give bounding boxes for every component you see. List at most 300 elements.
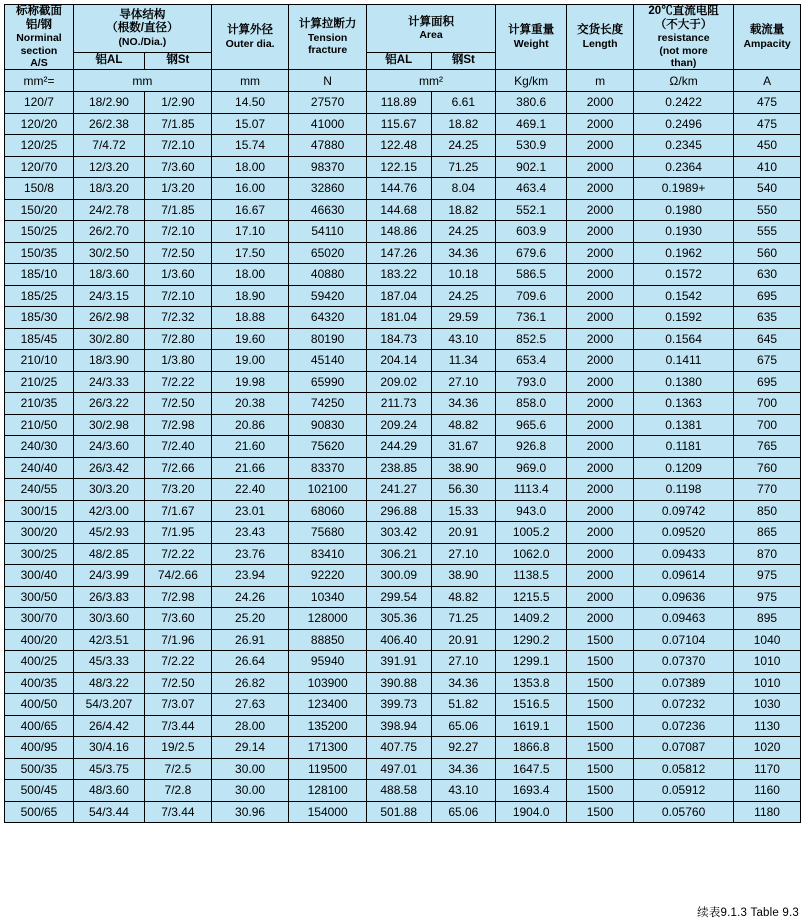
- header-conductor-st: 钢St: [145, 52, 212, 69]
- table-cell: 48/3.60: [73, 780, 144, 802]
- header-weight: 计算重量 Weight: [496, 5, 567, 70]
- table-cell: 2000: [567, 414, 634, 436]
- table-cell: 469.1: [496, 113, 567, 135]
- table-cell: 26/3.83: [73, 586, 144, 608]
- table-cell: 695: [734, 285, 801, 307]
- table-cell: 238.85: [366, 457, 431, 479]
- header-dc-resistance: 20℃直流电阻 （不大于） resistance (not more than): [633, 5, 733, 70]
- table-cell: 18.82: [431, 113, 496, 135]
- table-row: [5, 737, 801, 759]
- table-cell: 965.6: [496, 414, 567, 436]
- table-cell: 407.75: [366, 737, 431, 759]
- table-cell: 736.1: [496, 307, 567, 329]
- table-row: [5, 285, 801, 307]
- table-cell: 48.82: [431, 586, 496, 608]
- table-cell: 204.14: [366, 350, 431, 372]
- table-cell: 2000: [567, 586, 634, 608]
- table-cell: 1170: [734, 758, 801, 780]
- table-cell: 1904.0: [496, 801, 567, 823]
- table-row: [5, 543, 801, 565]
- table-cell: 92220: [289, 565, 367, 587]
- table-cell: 30/2.50: [73, 242, 144, 264]
- table-cell: 969.0: [496, 457, 567, 479]
- table-cell: 300.09: [366, 565, 431, 587]
- table-cell: 34.36: [431, 393, 496, 415]
- table-cell: 0.1380: [633, 371, 733, 393]
- table-cell: 7/2.50: [145, 242, 212, 264]
- table-cell: 65.06: [431, 715, 496, 737]
- table-cell: 400/20: [5, 629, 74, 651]
- table-cell: 150/25: [5, 221, 74, 243]
- table-row: [5, 414, 801, 436]
- table-cell: 42/3.00: [73, 500, 144, 522]
- table-cell: 20.91: [431, 629, 496, 651]
- table-cell: 7/2.32: [145, 307, 212, 329]
- table-cell: 7/1.67: [145, 500, 212, 522]
- table-cell: 16.00: [211, 178, 289, 200]
- table-cell: 7/2.40: [145, 436, 212, 458]
- table-cell: 26.91: [211, 629, 289, 651]
- table-cell: 2000: [567, 436, 634, 458]
- table-cell: 0.07236: [633, 715, 733, 737]
- table-cell: 26/2.70: [73, 221, 144, 243]
- table-cell: 450: [734, 135, 801, 157]
- table-cell: 34.36: [431, 242, 496, 264]
- table-cell: 15.07: [211, 113, 289, 135]
- table-cell: 102100: [289, 479, 367, 501]
- table-cell: 240/40: [5, 457, 74, 479]
- table-row: [5, 629, 801, 651]
- table-cell: 2000: [567, 221, 634, 243]
- table-cell: 144.76: [366, 178, 431, 200]
- table-row: [5, 135, 801, 157]
- table-cell: 19/2.5: [145, 737, 212, 759]
- table-cell: 1500: [567, 672, 634, 694]
- table-cell: 793.0: [496, 371, 567, 393]
- table-cell: 181.04: [366, 307, 431, 329]
- table-cell: 475: [734, 92, 801, 114]
- table-cell: 46630: [289, 199, 367, 221]
- table-cell: 1020: [734, 737, 801, 759]
- table-cell: 28.00: [211, 715, 289, 737]
- table-cell: 400/35: [5, 672, 74, 694]
- table-cell: 48/3.22: [73, 672, 144, 694]
- table-row: [5, 436, 801, 458]
- table-row: [5, 500, 801, 522]
- table-cell: 645: [734, 328, 801, 350]
- table-cell: 7/2.10: [145, 285, 212, 307]
- table-cell: 400/95: [5, 737, 74, 759]
- table-cell: 488.58: [366, 780, 431, 802]
- table-cell: 306.21: [366, 543, 431, 565]
- table-cell: 150/35: [5, 242, 74, 264]
- table-cell: 119500: [289, 758, 367, 780]
- table-cell: 12/3.20: [73, 156, 144, 178]
- table-cell: 1/3.60: [145, 264, 212, 286]
- table-cell: 463.4: [496, 178, 567, 200]
- table-cell: 299.54: [366, 586, 431, 608]
- table-cell: 26/3.42: [73, 457, 144, 479]
- table-cell: 0.1209: [633, 457, 733, 479]
- table-cell: 2000: [567, 135, 634, 157]
- table-cell: 187.04: [366, 285, 431, 307]
- table-cell: 2000: [567, 565, 634, 587]
- table-cell: 303.42: [366, 522, 431, 544]
- table-cell: 54110: [289, 221, 367, 243]
- table-cell: 18.90: [211, 285, 289, 307]
- table-row: [5, 113, 801, 135]
- table-cell: 7/2.66: [145, 457, 212, 479]
- unit-outer-diameter: mm: [211, 70, 289, 92]
- table-cell: 75620: [289, 436, 367, 458]
- header-outer-diameter: 计算外径 Outer dia.: [211, 5, 289, 70]
- conductor-spec-table: [4, 4, 801, 823]
- table-row: [5, 178, 801, 200]
- table-cell: 185/45: [5, 328, 74, 350]
- table-cell: 0.07370: [633, 651, 733, 673]
- table-cell: 90830: [289, 414, 367, 436]
- table-row: [5, 715, 801, 737]
- header-nominal-section: 标称截面 铝/钢 Norminal section A/S: [5, 5, 74, 70]
- table-cell: 1353.8: [496, 672, 567, 694]
- table-cell: 26/2.38: [73, 113, 144, 135]
- table-cell: 410: [734, 156, 801, 178]
- table-row: [5, 586, 801, 608]
- table-cell: 0.2496: [633, 113, 733, 135]
- table-cell: 1500: [567, 651, 634, 673]
- table-cell: 120/20: [5, 113, 74, 135]
- table-cell: 65.06: [431, 801, 496, 823]
- table-cell: 679.6: [496, 242, 567, 264]
- table-cell: 147.26: [366, 242, 431, 264]
- table-cell: 38.90: [431, 565, 496, 587]
- table-cell: 120/7: [5, 92, 74, 114]
- table-cell: 24/2.78: [73, 199, 144, 221]
- table-cell: 0.1411: [633, 350, 733, 372]
- table-cell: 27.63: [211, 694, 289, 716]
- table-cell: 21.66: [211, 457, 289, 479]
- table-cell: 380.6: [496, 92, 567, 114]
- table-cell: 26/2.98: [73, 307, 144, 329]
- unit-weight: Kg/km: [496, 70, 567, 92]
- table-cell: 1290.2: [496, 629, 567, 651]
- table-cell: 390.88: [366, 672, 431, 694]
- table-cell: 144.68: [366, 199, 431, 221]
- table-cell: 1138.5: [496, 565, 567, 587]
- table-cell: 120/25: [5, 135, 74, 157]
- table-cell: 10340: [289, 586, 367, 608]
- table-cell: 540: [734, 178, 801, 200]
- table-cell: 42/3.51: [73, 629, 144, 651]
- table-cell: 27.10: [431, 651, 496, 673]
- table-cell: 23.01: [211, 500, 289, 522]
- table-cell: 7/2.98: [145, 586, 212, 608]
- table-cell: 1010: [734, 672, 801, 694]
- table-cell: 2000: [567, 92, 634, 114]
- table-cell: 18.82: [431, 199, 496, 221]
- table-cell: 709.6: [496, 285, 567, 307]
- table-cell: 27.10: [431, 371, 496, 393]
- table-cell: 500/45: [5, 780, 74, 802]
- table-cell: 1619.1: [496, 715, 567, 737]
- header-tension-fracture: 计算拉断力 Tension fracture: [289, 5, 367, 70]
- table-cell: 210/35: [5, 393, 74, 415]
- table-cell: 975: [734, 586, 801, 608]
- table-cell: 2000: [567, 543, 634, 565]
- table-cell: 40880: [289, 264, 367, 286]
- table-cell: 7/3.44: [145, 715, 212, 737]
- table-cell: 700: [734, 414, 801, 436]
- table-cell: 1005.2: [496, 522, 567, 544]
- table-cell: 0.1564: [633, 328, 733, 350]
- table-cell: 1409.2: [496, 608, 567, 630]
- table-cell: 398.94: [366, 715, 431, 737]
- table-cell: 30.96: [211, 801, 289, 823]
- table-cell: 71.25: [431, 156, 496, 178]
- table-cell: 1866.8: [496, 737, 567, 759]
- table-cell: 530.9: [496, 135, 567, 157]
- table-cell: 501.88: [366, 801, 431, 823]
- table-cell: 1500: [567, 737, 634, 759]
- table-cell: 241.27: [366, 479, 431, 501]
- table-cell: 23.94: [211, 565, 289, 587]
- table-cell: 47880: [289, 135, 367, 157]
- table-cell: 7/2.80: [145, 328, 212, 350]
- table-cell: 0.2364: [633, 156, 733, 178]
- table-cell: 24.25: [431, 221, 496, 243]
- table-header: [5, 5, 801, 92]
- table-cell: 603.9: [496, 221, 567, 243]
- table-cell: 154000: [289, 801, 367, 823]
- table-cell: 17.50: [211, 242, 289, 264]
- table-cell: 29.59: [431, 307, 496, 329]
- table-cell: 1010: [734, 651, 801, 673]
- table-cell: 240/55: [5, 479, 74, 501]
- table-cell: 497.01: [366, 758, 431, 780]
- table-cell: 0.09520: [633, 522, 733, 544]
- table-cell: 18/2.90: [73, 92, 144, 114]
- table-cell: 1180: [734, 801, 801, 823]
- table-cell: 926.8: [496, 436, 567, 458]
- table-cell: 65990: [289, 371, 367, 393]
- table-row: [5, 221, 801, 243]
- table-cell: 1299.1: [496, 651, 567, 673]
- table-cell: 209.24: [366, 414, 431, 436]
- table-cell: 43.10: [431, 328, 496, 350]
- table-cell: 2000: [567, 350, 634, 372]
- unit-nominal-section: mm²=: [5, 70, 74, 92]
- table-cell: 26.64: [211, 651, 289, 673]
- table-cell: 300/25: [5, 543, 74, 565]
- table-cell: 26.82: [211, 672, 289, 694]
- table-cell: 30/2.80: [73, 328, 144, 350]
- table-cell: 2000: [567, 479, 634, 501]
- table-row: [5, 242, 801, 264]
- table-cell: 7/1.85: [145, 199, 212, 221]
- table-cell: 95940: [289, 651, 367, 673]
- table-cell: 68060: [289, 500, 367, 522]
- table-cell: 11.34: [431, 350, 496, 372]
- table-cell: 0.07087: [633, 737, 733, 759]
- table-cell: 98370: [289, 156, 367, 178]
- table-cell: 296.88: [366, 500, 431, 522]
- table-cell: 24/3.33: [73, 371, 144, 393]
- table-cell: 18.00: [211, 156, 289, 178]
- table-cell: 210/50: [5, 414, 74, 436]
- unit-resistance: Ω/km: [633, 70, 733, 92]
- table-cell: 0.1198: [633, 479, 733, 501]
- table-cell: 7/2.5: [145, 758, 212, 780]
- table-cell: 7/2.22: [145, 651, 212, 673]
- table-cell: 2000: [567, 457, 634, 479]
- table-cell: 56.30: [431, 479, 496, 501]
- table-cell: 7/3.60: [145, 608, 212, 630]
- table-cell: 10.18: [431, 264, 496, 286]
- table-cell: 2000: [567, 500, 634, 522]
- table-cell: 1215.5: [496, 586, 567, 608]
- table-cell: 0.09636: [633, 586, 733, 608]
- table-cell: 0.1181: [633, 436, 733, 458]
- table-footnote: 续表9.1.3 Table 9.3: [697, 907, 799, 919]
- table-cell: 74250: [289, 393, 367, 415]
- table-cell: 24.26: [211, 586, 289, 608]
- table-cell: 399.73: [366, 694, 431, 716]
- table-cell: 500/65: [5, 801, 74, 823]
- table-cell: 2000: [567, 178, 634, 200]
- table-cell: 2000: [567, 285, 634, 307]
- table-cell: 19.00: [211, 350, 289, 372]
- table-cell: 88850: [289, 629, 367, 651]
- table-cell: 21.60: [211, 436, 289, 458]
- header-units-row: [5, 70, 801, 92]
- table-cell: 1500: [567, 801, 634, 823]
- table-cell: 675: [734, 350, 801, 372]
- table-cell: 150/8: [5, 178, 74, 200]
- spec-sheet: [4, 4, 804, 919]
- table-cell: 24.25: [431, 135, 496, 157]
- table-cell: 15.33: [431, 500, 496, 522]
- unit-ampacity: A: [734, 70, 801, 92]
- table-cell: 7/3.60: [145, 156, 212, 178]
- table-cell: 850: [734, 500, 801, 522]
- table-cell: 2000: [567, 199, 634, 221]
- table-cell: 18/3.20: [73, 178, 144, 200]
- table-cell: 0.2422: [633, 92, 733, 114]
- table-cell: 765: [734, 436, 801, 458]
- table-cell: 1500: [567, 780, 634, 802]
- table-cell: 400/65: [5, 715, 74, 737]
- table-cell: 115.67: [366, 113, 431, 135]
- table-cell: 7/2.98: [145, 414, 212, 436]
- table-cell: 26/4.42: [73, 715, 144, 737]
- table-cell: 975: [734, 565, 801, 587]
- table-row: [5, 758, 801, 780]
- table-cell: 19.98: [211, 371, 289, 393]
- table-cell: 400/25: [5, 651, 74, 673]
- table-cell: 80190: [289, 328, 367, 350]
- table-row: [5, 457, 801, 479]
- table-cell: 1693.4: [496, 780, 567, 802]
- table-cell: 184.73: [366, 328, 431, 350]
- table-cell: 128000: [289, 608, 367, 630]
- table-cell: 48.82: [431, 414, 496, 436]
- table-cell: 0.1962: [633, 242, 733, 264]
- table-cell: 770: [734, 479, 801, 501]
- table-cell: 6.61: [431, 92, 496, 114]
- table-row: [5, 264, 801, 286]
- table-cell: 1130: [734, 715, 801, 737]
- table-cell: 0.07389: [633, 672, 733, 694]
- table-cell: 7/4.72: [73, 135, 144, 157]
- table-cell: 18/3.90: [73, 350, 144, 372]
- table-cell: 45/3.33: [73, 651, 144, 673]
- table-cell: 41000: [289, 113, 367, 135]
- table-cell: 38.90: [431, 457, 496, 479]
- table-cell: 0.1363: [633, 393, 733, 415]
- table-cell: 7/2.8: [145, 780, 212, 802]
- table-cell: 244.29: [366, 436, 431, 458]
- table-cell: 0.05812: [633, 758, 733, 780]
- unit-area: mm²: [366, 70, 495, 92]
- table-cell: 0.2345: [633, 135, 733, 157]
- table-cell: 0.05760: [633, 801, 733, 823]
- table-cell: 185/25: [5, 285, 74, 307]
- table-cell: 2000: [567, 328, 634, 350]
- table-cell: 59420: [289, 285, 367, 307]
- table-cell: 2000: [567, 113, 634, 135]
- table-cell: 1113.4: [496, 479, 567, 501]
- table-cell: 7/2.50: [145, 672, 212, 694]
- table-cell: 75680: [289, 522, 367, 544]
- table-row: [5, 156, 801, 178]
- table-cell: 45140: [289, 350, 367, 372]
- table-row: [5, 92, 801, 114]
- table-cell: 103900: [289, 672, 367, 694]
- table-cell: 7/2.22: [145, 371, 212, 393]
- table-cell: 45/2.93: [73, 522, 144, 544]
- table-cell: 7/3.20: [145, 479, 212, 501]
- table-cell: 391.91: [366, 651, 431, 673]
- table-cell: 1160: [734, 780, 801, 802]
- table-cell: 760: [734, 457, 801, 479]
- header-area-al: 铝AL: [366, 52, 431, 69]
- table-cell: 71.25: [431, 608, 496, 630]
- table-cell: 18/3.60: [73, 264, 144, 286]
- header-area-st: 钢St: [431, 52, 496, 69]
- table-cell: 0.1930: [633, 221, 733, 243]
- table-cell: 122.48: [366, 135, 431, 157]
- table-cell: 635: [734, 307, 801, 329]
- table-cell: 185/30: [5, 307, 74, 329]
- table-row: [5, 565, 801, 587]
- table-row: [5, 393, 801, 415]
- table-cell: 34.36: [431, 672, 496, 694]
- table-cell: 32860: [289, 178, 367, 200]
- table-cell: 74/2.66: [145, 565, 212, 587]
- table-cell: 24.25: [431, 285, 496, 307]
- table-cell: 1500: [567, 758, 634, 780]
- table-cell: 17.10: [211, 221, 289, 243]
- table-cell: 1030: [734, 694, 801, 716]
- header-area: 计算面积 Area: [366, 5, 495, 53]
- table-cell: 135200: [289, 715, 367, 737]
- table-cell: 0.1381: [633, 414, 733, 436]
- table-cell: 210/25: [5, 371, 74, 393]
- table-cell: 1500: [567, 629, 634, 651]
- table-cell: 30/4.16: [73, 737, 144, 759]
- table-cell: 630: [734, 264, 801, 286]
- table-cell: 2000: [567, 371, 634, 393]
